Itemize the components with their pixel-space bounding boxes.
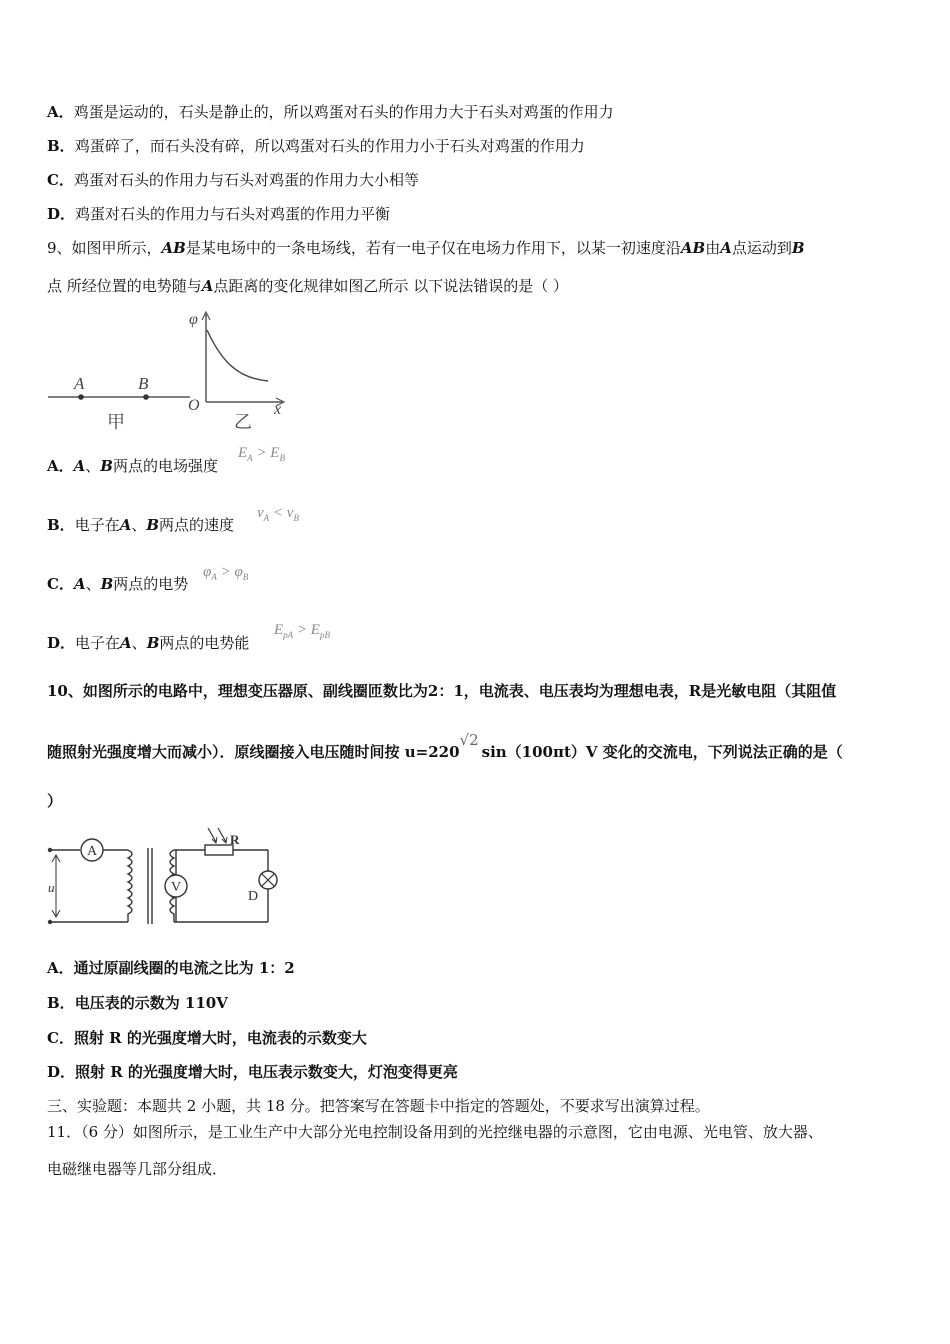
q8-option-b: B．鸡蛋碎了，而石头没有碎，所以鸡蛋对石头的作用力小于石头对鸡蛋的作用力	[47, 137, 585, 155]
ammeter-label: A	[87, 844, 98, 859]
bulb-label: D	[248, 889, 259, 904]
point-a-dot	[78, 394, 84, 400]
point-b-label: B	[138, 374, 149, 393]
q9-option-d: D．电子在A、B两点的电势能	[47, 634, 250, 652]
q8-option-a: A．鸡蛋是运动的，石头是静止的，所以鸡蛋对石头的作用力大于石头对鸡蛋的作用力	[47, 103, 614, 121]
q9-option-b: B．电子在A、B两点的速度	[47, 516, 235, 534]
q8-option-d: D．鸡蛋对石头的作用力与石头对鸡蛋的作用力平衡	[47, 205, 391, 223]
q9-stem-line-2: 点 所经位置的电势随与A点距离的变化规律如图乙所示 以下说法错误的是（ ）	[47, 277, 568, 295]
q9-option-d-formula: $E_{pA} > E_{pB}$	[274, 622, 330, 640]
q9-option-b-formula: $v_A < v_B$	[257, 505, 299, 523]
point-a-label: A	[74, 374, 85, 393]
q9-stem-line-1: 9、如图甲所示，AB是某电场中的一条电场线，若有一电子仅在电场力作用下，以某一初速度沿AB由A点运动到B	[47, 239, 805, 257]
q10-stem-line-1: 10、如图所示的电路中，理想变压器原、副线圈匝数比为2：1，电流表、电压表均为理想电表，R是光敏电阻（其阻值	[47, 682, 837, 700]
q9-option-a-formula: $E_A > E_B$	[238, 445, 285, 463]
potential-graph	[188, 311, 284, 432]
q11-stem-line-2: 电磁继电器等几部分组成．	[47, 1160, 228, 1178]
resistor-label: R	[230, 832, 240, 847]
origin-label: O	[188, 397, 200, 414]
q10-circuit-figure	[40, 826, 290, 930]
field-line-diagram	[48, 374, 190, 432]
photoresistor-symbol	[205, 845, 233, 855]
sqrt-two: √2	[459, 731, 479, 749]
caption-jia: 甲	[107, 412, 125, 432]
q9-option-c: C．A、B两点的电势	[47, 575, 189, 593]
section-3-heading: 三、实验题：本题共 2 小题，共 18 分。把答案写在答题卡中指定的答题处，不要求写出演算过程。	[47, 1097, 710, 1115]
potential-curve	[207, 330, 268, 381]
q11-stem-line-1: 11．（6 分）如图所示，是工业生产中大部分光电控制设备用到的光控继电器的示意图，它由电源、光电管、放大器、	[47, 1123, 823, 1141]
source-label: u	[48, 880, 55, 895]
point-b-dot	[143, 394, 149, 400]
q9-figure	[40, 306, 300, 436]
q9-option-c-formula: $\varphi_A > \varphi_B$	[203, 564, 249, 582]
axis-x-label: x	[274, 401, 282, 418]
q10-stem-line-2: 随照射光强度增大而减小）．原线圈接入电压随时间按 u=220√2 sin（100πt）V 变化的交流电，下列说法正确的是（	[47, 731, 843, 761]
q10-option-c: C．照射 R 的光强度增大时，电流表的示数变大	[47, 1029, 367, 1047]
axis-phi-label: φ	[189, 311, 198, 328]
voltmeter-label: V	[171, 880, 182, 895]
q10-stem-line-3: ）	[47, 792, 63, 810]
caption-yi: 乙	[234, 412, 252, 432]
q10-option-b: B．电压表的示数为 110V	[47, 994, 228, 1012]
q9-option-a: A．A、B两点的电场强度	[47, 457, 218, 475]
q8-option-c: C．鸡蛋对石头的作用力与石头对鸡蛋的作用力大小相等	[47, 171, 419, 189]
q10-option-d: D．照射 R 的光强度增大时，电压表示数变大，灯泡变得更亮	[47, 1063, 458, 1081]
q10-option-a: A．通过原副线圈的电流之比为 1：2	[47, 959, 295, 977]
